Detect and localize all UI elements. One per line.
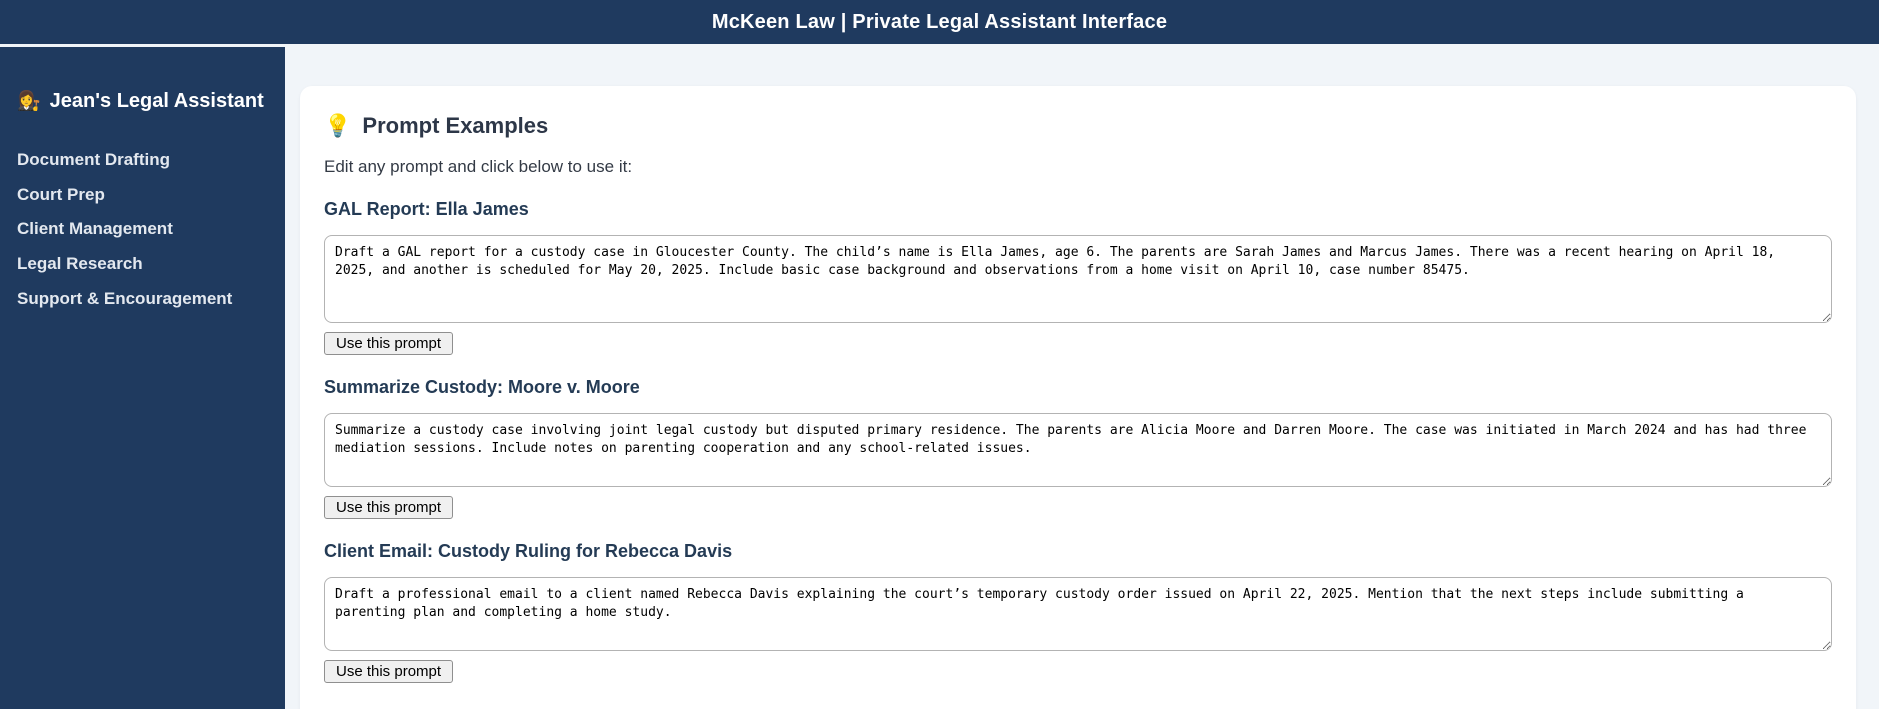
page-title-label: Prompt Examples	[362, 113, 549, 138]
sidebar-title-label: Jean's Legal Assistant	[49, 89, 264, 112]
main-area	[285, 47, 1879, 709]
prompt-title: Summarize Custody: Moore v. Moore	[324, 377, 640, 398]
sidebar-item-client-management[interactable]: Client Management	[17, 219, 173, 239]
sidebar-item-document-drafting[interactable]: Document Drafting	[17, 150, 170, 169]
prompt-textarea-client-email[interactable]	[324, 577, 1832, 651]
sidebar-item-court-prep[interactable]: Court Prep	[17, 184, 105, 204]
sidebar-item-support-encouragement[interactable]: Support & Encouragement	[17, 288, 233, 308]
app-title: McKeen Law | Private Legal Assistant Interface	[711, 10, 1168, 33]
prompt-textarea-summarize-custody[interactable]	[324, 413, 1832, 487]
lightbulb-icon: 💡	[324, 113, 352, 138]
prompt-section-summarize-custody	[324, 377, 1832, 519]
page-layout	[0, 47, 1879, 709]
app-header	[0, 0, 1879, 44]
prompt-title: GAL Report: Ella James	[324, 199, 529, 220]
prompt-section-gal-report	[324, 199, 1832, 355]
sidebar	[0, 47, 285, 709]
sidebar-title	[17, 89, 269, 113]
use-prompt-button-3[interactable]: Use this prompt	[324, 660, 453, 683]
prompt-section-client-email	[324, 541, 1832, 683]
use-prompt-button-1[interactable]: Use this prompt	[324, 332, 453, 355]
use-prompt-button-2[interactable]: Use this prompt	[324, 496, 453, 519]
sidebar-nav	[17, 143, 269, 316]
page-title	[324, 113, 1832, 138]
prompt-textarea-gal-report[interactable]	[324, 235, 1832, 323]
instructions-text: Edit any prompt and click below to use it:	[324, 157, 633, 177]
judge-icon: 👩‍⚖️	[17, 91, 41, 112]
prompt-examples-card	[300, 86, 1856, 709]
sidebar-item-legal-research[interactable]: Legal Research	[17, 254, 143, 274]
prompt-title: Client Email: Custody Ruling for Rebecca Davis	[324, 541, 733, 562]
